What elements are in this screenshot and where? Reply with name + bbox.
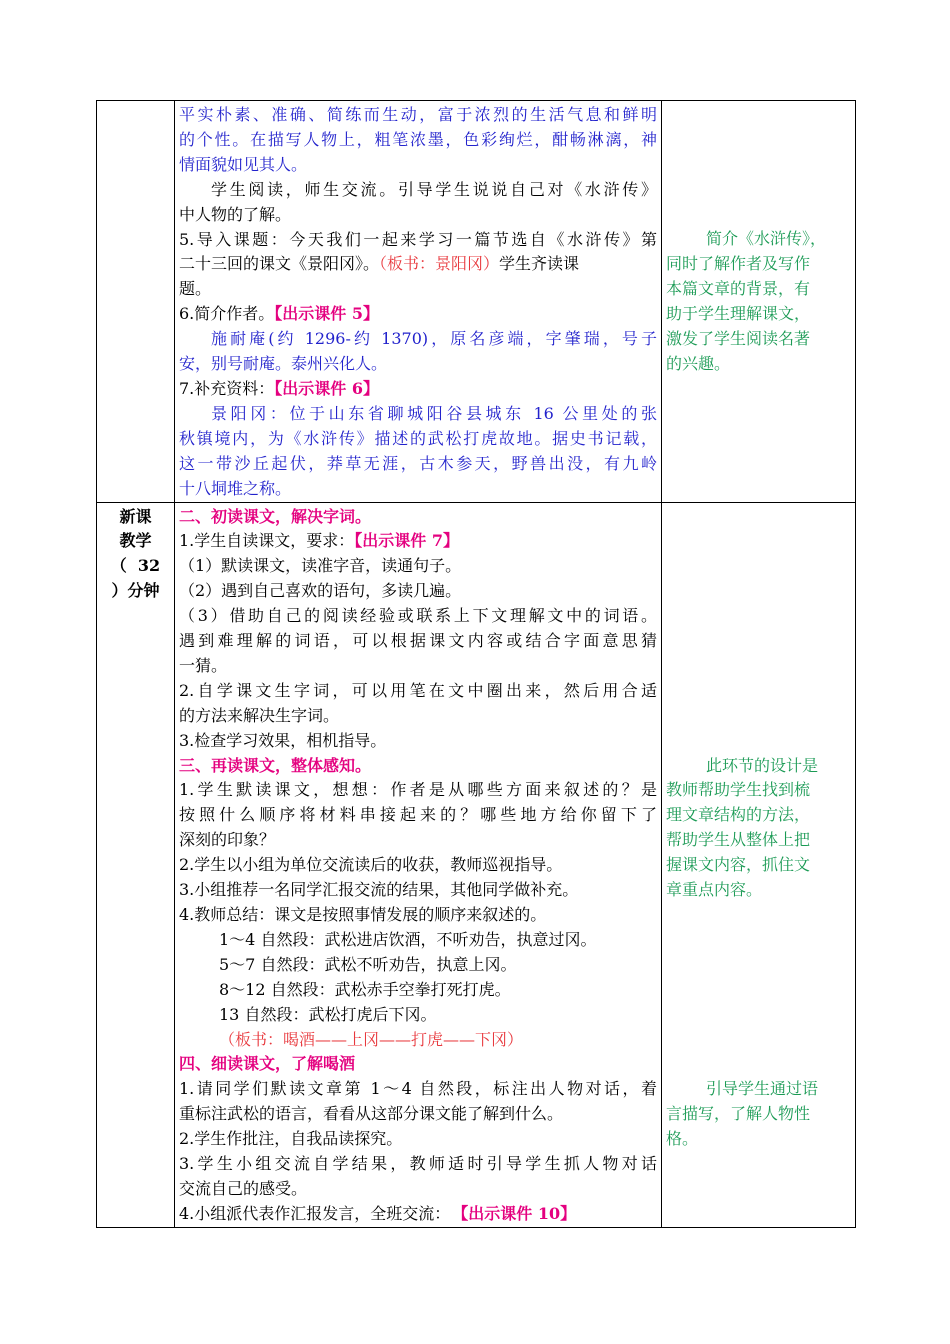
text-line: 深刻的印象？ <box>179 830 276 850</box>
stage-label-cell <box>97 502 175 1227</box>
text-span: 1.学生自读课文，要求： <box>179 531 355 551</box>
content-cell <box>175 502 662 1227</box>
text-line: 按照什么顺序将材料串接起来的？哪些地方给你留下了 <box>179 805 657 825</box>
stage-label-cell <box>97 101 175 503</box>
text-line: 2.自学课文生字词，可以用笔在文中圈出来，然后用合适 <box>179 680 657 700</box>
text-line: 1～4 自然段：武松进店饮酒，不听劝告，执意过冈。 <box>219 929 597 949</box>
text-span: 6.简介作者。 <box>179 304 275 324</box>
stage-duration: （ 32 <box>110 556 161 576</box>
text-line: 情面貌如见其人。 <box>179 154 308 174</box>
stage-duration-unit: ）分钟 <box>111 581 160 601</box>
note-line: 言描写，了解人物性 <box>666 1103 811 1123</box>
text-line: 施耐庵(约 1296-约 1370)，原名彦端，字肇瑞，号子 <box>211 329 657 349</box>
board-note: （板书：景阳冈） <box>379 254 500 274</box>
table-row <box>97 502 856 1227</box>
design-note-cell <box>662 502 856 1227</box>
note-line: 帮助学生从整体上把 <box>666 830 811 850</box>
note-line: 此环节的设计是 <box>706 755 819 775</box>
note-line: 助于学生理解课文， <box>666 303 811 323</box>
text-line <box>179 252 657 277</box>
text-span: 二十三回的课文《景阳冈》。 <box>179 254 380 274</box>
text-line: 中人物的了解。 <box>179 204 292 224</box>
table-row <box>97 101 856 503</box>
note-line: 激发了学生阅读名著 <box>666 328 811 348</box>
text-line: （1）默读课文，读准字音，读通句子。 <box>179 556 462 576</box>
courseware-tag: 【出示课件 10】 <box>460 1203 577 1223</box>
note-line: 格。 <box>666 1128 699 1148</box>
section-heading: 二、初读课文，解决字词。 <box>179 506 372 526</box>
text-line: 8～12 自然段：武松赤手空拳打死打虎。 <box>219 979 511 999</box>
note-line: 章重点内容。 <box>666 880 763 900</box>
courseware-tag: 【出示课件 7】 <box>354 531 459 551</box>
text-line: 4.教师总结：课文是按照事情发展的顺序来叙述的。 <box>179 905 547 924</box>
design-note-cell <box>662 101 856 503</box>
text-line: 景阳冈：位于山东省聊城阳谷县城东 16 公里处的张 <box>211 403 657 423</box>
text-line <box>179 302 657 327</box>
text-line: 3.检查学习效果，相机指导。 <box>179 730 387 750</box>
text-line: 交流自己的感受。 <box>179 1178 308 1198</box>
text-line: 的个性。在描写人物上，粗笔浓墨，色彩绚烂，酣畅淋漓，神 <box>179 129 657 149</box>
text-line: （3）借助自己的阅读经验或联系上下文理解文中的词语。 <box>179 606 657 626</box>
courseware-tag: 【出示课件 6】 <box>274 378 379 398</box>
text-line: 3.学生小组交流自学结果，教师适时引导学生抓人物对话 <box>179 1154 657 1174</box>
text-span: 4.小组派代表作汇报发言，全班交流： <box>179 1203 451 1223</box>
section-heading: 三、再读课文，整体感知。 <box>179 755 372 775</box>
courseware-tag: 【出示课件 5】 <box>274 304 379 324</box>
text-span: 7.补充资料： <box>179 378 275 398</box>
text-line <box>179 377 657 402</box>
note-line: 同时了解作者及写作 <box>666 253 811 273</box>
text-line: 2.学生作批注，自我品读探究。 <box>179 1129 403 1149</box>
text-line: 1.学生默读课文，想想：作者是从哪些方面来叙述的？是 <box>179 780 657 800</box>
board-note: （板书：喝酒——上冈——打虎——下冈） <box>219 1029 524 1049</box>
text-line: 13 自然段：武松打虎后下冈。 <box>219 1004 437 1024</box>
content-cell <box>175 101 662 503</box>
text-span: 学生齐读课 <box>499 254 580 274</box>
text-line: 题。 <box>179 279 212 299</box>
stage-label: 新课 <box>119 506 152 526</box>
text-line: 5.导入课题：今天我们一起来学习一篇节选自《水浒传》第 <box>179 229 657 249</box>
text-line: 这一带沙丘起伏，莽草无涯，古木参天，野兽出没，有九岭 <box>179 453 657 473</box>
section-heading: 四、细读课文，了解喝酒 <box>179 1054 356 1074</box>
text-line: 5～7 自然段：武松不听劝告，执意上冈。 <box>219 954 517 974</box>
note-line: 简介《水浒传》， <box>706 229 827 248</box>
text-line: 安，别号耐庵。泰州兴化人。 <box>179 354 388 374</box>
note-line: 握课文内容，抓住文 <box>666 855 811 875</box>
note-line: 教师帮助学生找到梳 <box>666 780 811 800</box>
text-line: 3.小组推荐一名同学汇报交流的结果，其他同学做补充。 <box>179 880 579 900</box>
text-line <box>179 1202 657 1227</box>
text-line: 学生阅读，师生交流。引导学生说说自己对《水浒传》 <box>211 179 657 199</box>
text-line: 平实朴素、准确、简练而生动，富于浓烈的生活气息和鲜明 <box>179 105 657 124</box>
note-line: 引导学生通过语 <box>706 1078 819 1098</box>
note-line: 的兴趣。 <box>666 353 731 373</box>
stage-label: 教学 <box>119 531 152 551</box>
text-line: 2.学生以小组为单位交流读后的收获，教师巡视指导。 <box>179 855 563 875</box>
text-line: 一猜。 <box>179 655 228 675</box>
lesson-plan-table <box>96 100 856 1228</box>
text-line: 的方法来解决生字词。 <box>179 705 340 725</box>
text-line <box>179 529 657 554</box>
note-line: 本篇文章的背景，有 <box>666 278 811 298</box>
text-line: 秋镇境内，为《水浒传》描述的武松打虎故地。据史书记载， <box>179 428 657 448</box>
text-line: 遇到难理解的词语，可以根据课文内容或结合字面意思猜 <box>179 631 657 651</box>
text-line: 重标注武松的语言，看看从这部分课文能了解到什么。 <box>179 1104 564 1124</box>
text-line: 十八垌堆之称。 <box>179 478 292 498</box>
text-line: 1.请同学们默读文章第 1～4 自然段，标注出人物对话，着 <box>179 1079 657 1099</box>
note-line: 理文章结构的方法， <box>666 805 811 825</box>
text-line: （2）遇到自己喜欢的语句，多读几遍。 <box>179 581 462 601</box>
